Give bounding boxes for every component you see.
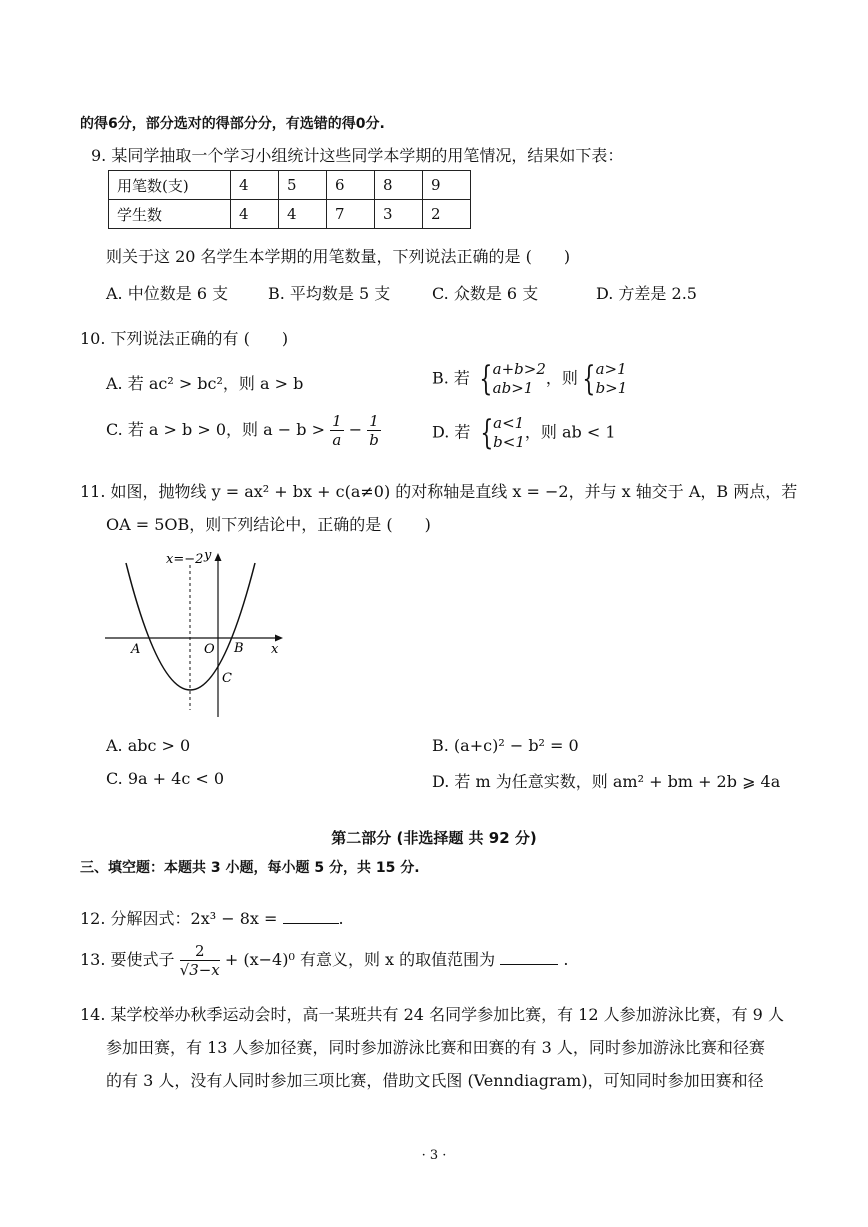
part2-title: 第二部分 (非选择题 共 92 分) <box>331 829 537 847</box>
intro-line: 的得6分，部分选对的得部分分，有选错的得0分. <box>80 116 385 132</box>
answer-blank[interactable] <box>283 909 339 924</box>
system-line: a<1 <box>493 414 525 432</box>
q10-option-b <box>432 360 627 398</box>
table-row <box>109 171 471 200</box>
fraction-den: b <box>369 431 379 449</box>
q11-line2: OA = 5OB，则下列结论中，正确的是 ( ) <box>106 515 431 534</box>
q9-option-b: B. 平均数是 5 支 <box>268 284 391 303</box>
q9-question: 则关于这 20 名学生本学期的用笔数量，下列说法正确的是 ( ) <box>106 247 571 266</box>
q11-option-b: B. (a+c)² − b² = 0 <box>432 736 579 755</box>
q10-option-b-mid: ，则 <box>545 368 578 388</box>
table-cell: 2 <box>423 200 471 229</box>
left-brace-icon: { <box>582 359 596 399</box>
point-c-label: C <box>222 671 232 686</box>
system-line: b>1 <box>595 379 628 397</box>
y-axis-arrow-icon <box>215 553 222 561</box>
q10-option-b-prefix: B. 若 <box>432 368 470 388</box>
fraction-num: 1 <box>369 412 379 430</box>
q14-line2: 参加田赛，有 13 人参加径赛，同时参加游泳比赛和田赛的有 3 人，同时参加游泳比赛和径赛 <box>106 1038 765 1057</box>
symmetry-axis-label: x=−2 <box>166 552 204 567</box>
left-brace-icon: { <box>479 413 493 453</box>
q12-suffix: . <box>338 909 344 928</box>
table-header: 学生数 <box>109 200 231 229</box>
q14-line3: 的有 3 人，没有人同时参加三项比赛，借助文氏图 (Venndiagram)，可知同时参加田赛和径 <box>106 1071 764 1090</box>
fraction <box>180 942 220 979</box>
table-cell: 4 <box>231 171 279 200</box>
q10-option-d <box>432 414 616 452</box>
fraction-num: 1 <box>332 412 342 430</box>
system-line: b<1 <box>493 433 525 451</box>
q12-prefix: 12. 分解因式：2x³ − 8x = <box>80 909 278 928</box>
table-cell: 6 <box>327 171 375 200</box>
q13 <box>80 942 568 979</box>
table-header: 用笔数(支) <box>109 171 231 200</box>
pen-usage-table <box>108 170 471 229</box>
y-axis-label: y <box>204 548 212 563</box>
q11-option-d: D. 若 m 为任意实数，则 am² + bm + 2b ⩾ 4a <box>432 772 781 791</box>
q10-d-condition <box>493 414 525 452</box>
point-a-label: A <box>131 642 141 657</box>
q10-option-d-suffix: ，则 ab < 1 <box>524 422 616 442</box>
q9-option-a: A. 中位数是 6 支 <box>106 284 229 303</box>
q9-option-d: D. 方差是 2.5 <box>596 284 697 303</box>
section3-heading: 三、填空题：本题共 3 小题，每小题 5 分，共 15 分. <box>80 860 420 876</box>
fraction <box>367 412 381 449</box>
table-cell: 5 <box>279 171 327 200</box>
fraction-num: 2 <box>180 942 220 961</box>
fraction-den: √3−x <box>179 961 220 979</box>
q13-mid: + (x−4)⁰ 有意义，则 x 的取值范围为 <box>224 950 496 969</box>
origin-label: O <box>204 642 215 657</box>
system-line: a+b>2 <box>492 360 546 378</box>
x-axis-label: x <box>271 642 279 657</box>
q11-option-c: C. 9a + 4c < 0 <box>106 769 225 788</box>
q10-option-a: A. 若 ac² > bc²，则 a > b <box>106 374 304 393</box>
system-line: ab>1 <box>492 379 534 397</box>
x-axis-arrow-icon <box>275 635 283 642</box>
q12 <box>80 906 344 929</box>
q10-b-conclusion <box>596 360 628 398</box>
q9-stem: 9. 某同学抽取一个学习小组统计这些同学本学期的用笔情况，结果如下表： <box>91 146 624 165</box>
q14-line1: 14. 某学校举办秋季运动会时，高一某班共有 24 名同学参加比赛，有 12 人参加游泳比赛，有 9 人 <box>80 1005 784 1024</box>
q10-option-d-prefix: D. 若 <box>432 422 471 442</box>
fraction <box>330 412 344 449</box>
point-b-label: B <box>234 641 244 656</box>
table-cell: 7 <box>327 200 375 229</box>
answer-blank[interactable] <box>500 950 558 965</box>
q11-option-a: A. abc > 0 <box>106 736 191 755</box>
q9-option-c: C. 众数是 6 支 <box>432 284 539 303</box>
minus-sign: − <box>348 420 363 439</box>
q11-line1: 11. 如图，抛物线 y = ax² + bx + c(a≠0) 的对称轴是直线 x = −2，并与 x 轴交于 A，B 两点，若 <box>80 482 798 501</box>
left-brace-icon: { <box>479 359 493 399</box>
q13-prefix: 13. 要使式子 <box>80 950 175 969</box>
fraction-den: a <box>332 431 342 449</box>
q10-option-c-prefix: C. 若 a > b > 0，则 a − b > <box>106 420 325 439</box>
q10-option-c <box>106 412 381 449</box>
table-cell: 8 <box>375 171 423 200</box>
table-cell: 3 <box>375 200 423 229</box>
parabola-figure <box>100 545 290 725</box>
table-row <box>109 200 471 229</box>
system-line: a>1 <box>595 360 627 378</box>
page-number: · 3 · <box>421 1148 447 1163</box>
q10-stem: 10. 下列说法正确的有 ( ) <box>80 329 289 348</box>
q13-suffix: . <box>563 950 569 969</box>
q10-b-condition <box>493 360 546 398</box>
table-cell: 4 <box>279 200 327 229</box>
table-cell: 4 <box>231 200 279 229</box>
table-cell: 9 <box>423 171 471 200</box>
